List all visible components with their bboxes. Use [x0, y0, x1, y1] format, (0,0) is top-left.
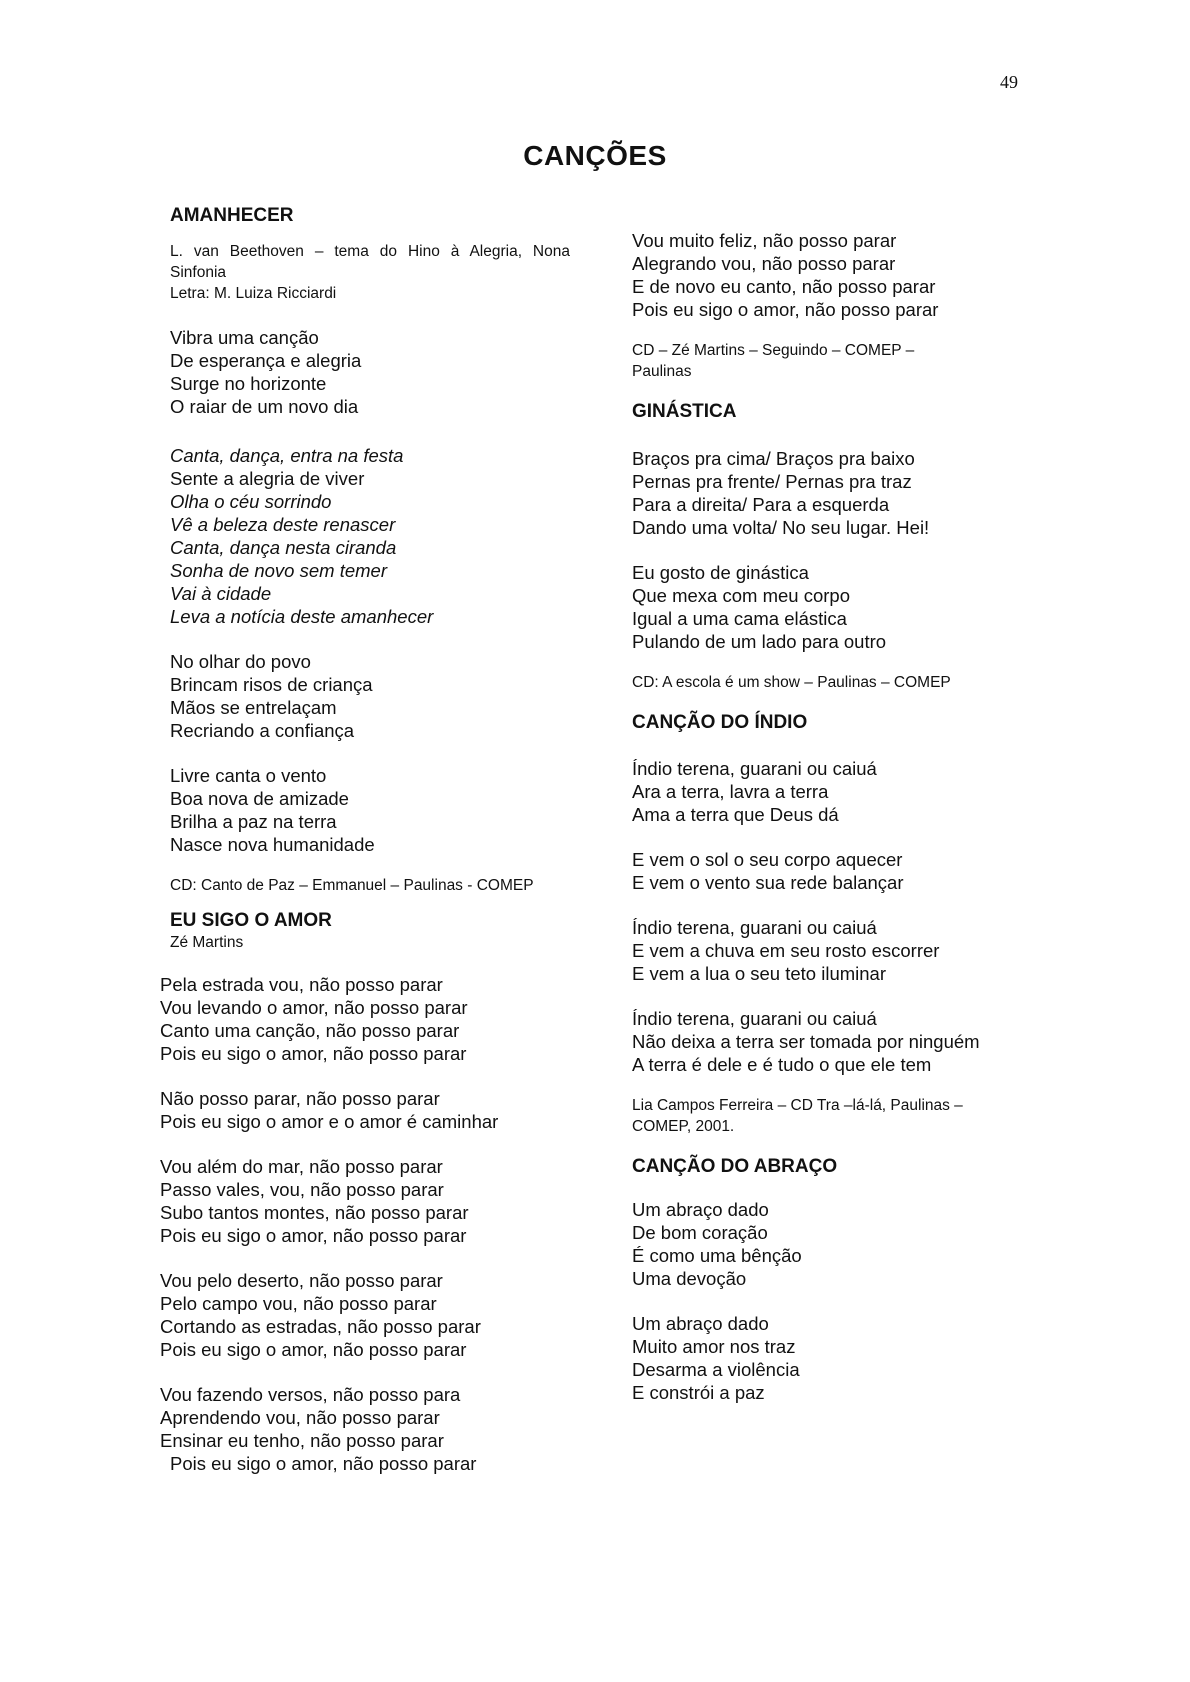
song-lyricist: Letra: M. Luiza Ricciardi: [170, 285, 337, 302]
stanza: [632, 757, 1052, 826]
stanza: [632, 447, 1052, 539]
stanza: [632, 848, 1052, 894]
lyric-line: Alegrando vou, não posso parar: [632, 253, 896, 274]
lyric-line: E vem a lua o seu teto iluminar: [632, 963, 886, 984]
lyric-line: Vou pelo deserto, não posso parar: [160, 1270, 443, 1291]
lyric-line: Não posso parar, não posso parar: [160, 1088, 440, 1109]
lyric-line: Subo tantos montes, não posso parar: [160, 1202, 469, 1223]
stanza: [632, 1198, 1052, 1290]
stanza: [170, 650, 570, 742]
song-title-amanhecer: AMANHECER: [170, 205, 294, 226]
lyric-line: Pois eu sigo o amor, não posso parar: [632, 299, 939, 320]
lyric-line: Eu gosto de ginástica: [632, 562, 809, 583]
lyric-line: Um abraço dado: [632, 1199, 769, 1220]
lyric-line: Livre canta o vento: [170, 765, 327, 786]
lyric-line: Brincam risos de criança: [170, 674, 373, 695]
lyric-line: Muito amor nos traz: [632, 1336, 796, 1357]
lyric-line: Vou muito feliz, não posso parar: [632, 230, 897, 251]
stanza: [160, 1383, 570, 1475]
lyric-line: Pulando de um lado para outro: [632, 631, 887, 652]
lyric-line: Que mexa com meu corpo: [632, 585, 850, 606]
lyric-line: Ara a terra, lavra a terra: [632, 781, 829, 802]
lyric-line: De bom coração: [632, 1222, 768, 1243]
lyric-line: Índio terena, guarani ou caiuá: [632, 917, 877, 938]
stanza-chorus: [170, 444, 570, 628]
lyric-line: No olhar do povo: [170, 651, 311, 672]
song-source: CD: A escola é um show – Paulinas – COMEP: [632, 674, 951, 691]
lyric-line: Pois eu sigo o amor, não posso parar: [160, 1043, 467, 1064]
lyric-line: Vê a beleza deste renascer: [170, 514, 396, 535]
lyric-line: E constrói a paz: [632, 1382, 765, 1403]
stanza: [632, 1312, 1052, 1404]
lyric-line: Pela estrada vou, não posso parar: [160, 974, 443, 995]
stanza: [160, 1087, 570, 1133]
lyric-line: É como uma bênção: [632, 1245, 802, 1266]
stanza: [160, 1269, 570, 1361]
lyric-line: Vou levando o amor, não posso parar: [160, 997, 468, 1018]
lyric-line: Pois eu sigo o amor e o amor é caminhar: [160, 1111, 499, 1132]
stanza: [632, 1007, 1052, 1076]
lyric-line: Uma devoção: [632, 1268, 747, 1289]
lyric-line: Aprendendo vou, não posso parar: [160, 1407, 440, 1428]
lyric-line: Passo vales, vou, não posso parar: [160, 1179, 444, 1200]
song-source: CD: Canto de Paz – Emmanuel – Paulinas - COMEP: [170, 877, 534, 894]
lyric-line: Vou além do mar, não posso parar: [160, 1156, 443, 1177]
lyric-line: Pois eu sigo o amor, não posso parar: [170, 1453, 477, 1474]
lyric-line: Ensinar eu tenho, não posso parar: [160, 1430, 444, 1451]
lyric-line: Canta, dança nesta ciranda: [170, 537, 397, 558]
lyric-line: Pelo campo vou, não posso parar: [160, 1293, 437, 1314]
lyric-line: Sonha de novo sem temer: [170, 560, 387, 581]
lyric-line: Igual a uma cama elástica: [632, 608, 847, 629]
stanza: [170, 326, 570, 418]
stanza: [160, 973, 570, 1065]
stanza: [160, 1155, 570, 1247]
song-credit: L. van Beethoven – tema do Hino à Alegria, Nona Sinfonia: [170, 243, 570, 281]
lyric-line: Olha o céu sorrindo: [170, 491, 332, 512]
lyric-line: Canta, dança, entra na festa: [170, 445, 404, 466]
lyric-line: Recriando a confiança: [170, 720, 355, 741]
lyric-line: Pois eu sigo o amor, não posso parar: [160, 1339, 467, 1360]
lyric-line: E vem o sol o seu corpo aquecer: [632, 849, 903, 870]
lyric-line: Boa nova de amizade: [170, 788, 349, 809]
lyric-line: Nasce nova humanidade: [170, 834, 375, 855]
lyric-line: Um abraço dado: [632, 1313, 769, 1334]
song-title-cancao-do-indio: CANÇÃO DO ÍNDIO: [632, 712, 808, 733]
lyric-line: Braços pra cima/ Braços pra baixo: [632, 448, 915, 469]
lyric-line: Para a direita/ Para a esquerda: [632, 494, 890, 515]
stanza: [170, 764, 570, 856]
lyric-line: Índio terena, guarani ou caiuá: [632, 1008, 877, 1029]
song-source: Paulinas: [632, 363, 692, 380]
lyric-line: Mãos se entrelaçam: [170, 697, 337, 718]
lyric-line: Pois eu sigo o amor, não posso parar: [160, 1225, 467, 1246]
lyric-line: E vem a chuva em seu rosto escorrer: [632, 940, 940, 961]
song-title-cancao-do-abraco: CANÇÃO DO ABRAÇO: [632, 1156, 838, 1177]
lyric-line: Desarma a violência: [632, 1359, 800, 1380]
lyric-line: Cortando as estradas, não posso parar: [160, 1316, 481, 1337]
lyric-line: Canto uma canção, não posso parar: [160, 1020, 460, 1041]
lyric-line: E vem o vento sua rede balançar: [632, 872, 904, 893]
song-author: Zé Martins: [170, 934, 244, 951]
song-title-ginastica: GINÁSTICA: [632, 401, 737, 422]
lyric-line: Índio terena, guarani ou caiuá: [632, 758, 877, 779]
lyric-line: Pernas pra frente/ Pernas pra traz: [632, 471, 912, 492]
song-title-eu-sigo-o-amor: EU SIGO O AMOR: [170, 910, 332, 931]
lyric-line: Surge no horizonte: [170, 373, 327, 394]
lyric-line: Leva a notícia deste amanhecer: [170, 606, 434, 627]
stanza: [632, 229, 1052, 321]
lyric-line: E de novo eu canto, não posso parar: [632, 276, 936, 297]
lyric-line: Dando uma volta/ No seu lugar. Hei!: [632, 517, 930, 538]
lyric-line: Não deixa a terra ser tomada por ninguém: [632, 1031, 980, 1052]
lyric-line: De esperança e alegria: [170, 350, 362, 371]
lyric-line: A terra é dele e é tudo o que ele tem: [632, 1054, 932, 1075]
right-column: [632, 229, 1052, 1404]
page-title: CANÇÕES: [523, 140, 667, 171]
lyric-line: O raiar de um novo dia: [170, 396, 359, 417]
stanza: [632, 561, 1052, 653]
lyric-line: Vai à cidade: [170, 583, 272, 604]
lyric-line: Ama a terra que Deus dá: [632, 804, 839, 825]
page-number: 49: [1000, 72, 1018, 92]
stanza: [632, 916, 1052, 985]
lyric-line: Sente a alegria de viver: [170, 468, 365, 489]
song-source: CD – Zé Martins – Seguindo – COMEP –: [632, 342, 915, 359]
song-source: COMEP, 2001.: [632, 1118, 735, 1135]
lyric-line: Brilha a paz na terra: [170, 811, 337, 832]
song-source: Lia Campos Ferreira – CD Tra –lá-lá, Paulinas –: [632, 1097, 963, 1114]
lyric-line: Vou fazendo versos, não posso para: [160, 1384, 461, 1405]
left-column: [160, 205, 570, 1475]
lyric-line: Vibra uma canção: [170, 327, 319, 348]
